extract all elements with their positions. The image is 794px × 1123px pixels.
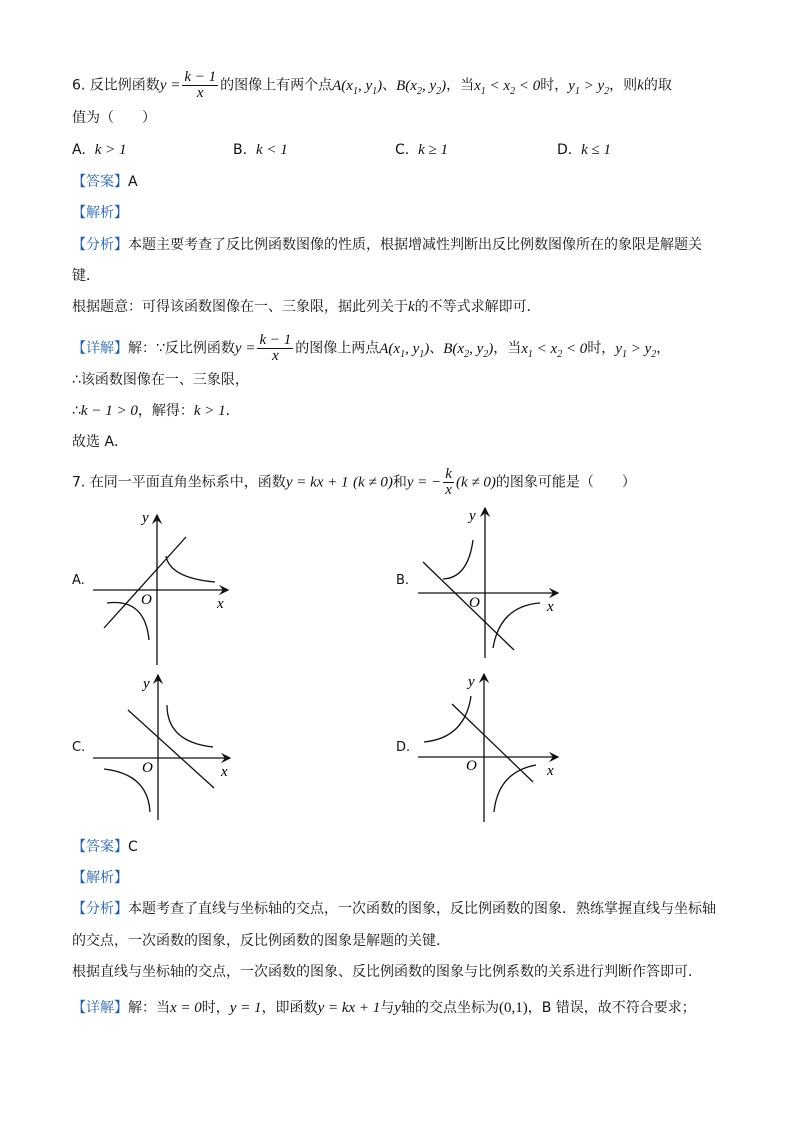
q6-option-a[interactable]: A. k > 1 bbox=[72, 142, 127, 158]
q6-analysis-tag: 【解析】 bbox=[72, 205, 128, 221]
q6-detail-line2: ∴该函数图像在一、三象限， bbox=[72, 372, 249, 388]
q6-option-d[interactable]: D. k ≤ 1 bbox=[557, 142, 612, 158]
q6-fenxi-line2: 键． bbox=[72, 268, 100, 284]
q7-answer: 【答案】C bbox=[72, 839, 138, 855]
graph-b-origin: O bbox=[469, 595, 480, 611]
graph-a-origin: O bbox=[141, 592, 152, 608]
q7-detail-line1: 【详解】解：当x = 0时，y = 1，即函数y = kx + 1与y轴的交点坐标为(0,1)，B 错误，故不符合要求； bbox=[72, 1000, 696, 1016]
graph-c-line bbox=[128, 710, 214, 788]
graph-label-c: C. bbox=[72, 740, 86, 755]
graph-a-x-label: x bbox=[217, 596, 224, 612]
graph-c-origin: O bbox=[142, 760, 153, 776]
graph-c-hyperbola-q3 bbox=[104, 769, 150, 812]
graph-d-x-label: x bbox=[547, 763, 554, 779]
graph-c-x-label: x bbox=[221, 764, 228, 780]
graph-c-hyperbola-q1 bbox=[167, 705, 213, 747]
graph-d-hyperbola-q4 bbox=[494, 765, 536, 812]
graph-a-line bbox=[104, 537, 186, 628]
graph-d-y-label: y bbox=[468, 674, 475, 690]
q7-fenxi-line1: 【分析】本题考查了直线与坐标轴的交点，一次函数的图象，反比例函数的图象．熟练掌握直线与坐标轴 bbox=[72, 901, 716, 917]
graph-d-axes bbox=[418, 674, 558, 822]
graph-label-a: A. bbox=[72, 573, 85, 588]
q7-fenxi-line2: 的交点，一次函数的图象，反比例函数的图象是解题的关键． bbox=[72, 933, 450, 949]
q6-fenxi-line1: 【分析】本题主要考查了反比例函数图像的性质，根据增减性判断出反比例数图像所在的象限是解题关 bbox=[72, 237, 702, 253]
q6-option-c[interactable]: C. k ≥ 1 bbox=[395, 142, 449, 158]
q7-stem: 7. 在同一平面直角坐标系中，函数y = kx + 1 (k ≠ 0)和y = − $\frac{k}{x}$ (k ≠ 0)的图象可能是（ ） bbox=[72, 466, 636, 498]
q7-analysis-tag: 【解析】 bbox=[72, 870, 128, 886]
graph-d-line bbox=[452, 704, 533, 782]
graph-a-axes bbox=[93, 515, 228, 665]
graph-a-hyperbola-q3 bbox=[107, 602, 149, 640]
q6-basis: 根据题意：可得该函数图像在一、三象限，据此列关于k的不等式求解即可． bbox=[72, 299, 541, 315]
graph-b-hyperbola-q2 bbox=[443, 540, 473, 579]
graph-c-axes bbox=[93, 675, 230, 820]
graph-label-d: D. bbox=[396, 740, 411, 755]
graph-a-y-label: y bbox=[142, 510, 149, 526]
graph-b-line bbox=[423, 562, 514, 650]
graph-b-axes bbox=[418, 508, 558, 658]
q6-stem-line2: 值为（ ） bbox=[72, 110, 156, 126]
graph-b-hyperbola-q4 bbox=[493, 603, 540, 648]
graph-c-y-label: y bbox=[143, 676, 150, 692]
q6-answer: 【答案】A bbox=[72, 174, 138, 190]
q6-detail-line3: ∴k − 1 > 0，解得：k > 1． bbox=[72, 403, 240, 419]
fraction: $\frac{k - 1}{x}$ bbox=[184, 69, 217, 101]
graph-d-origin: O bbox=[466, 758, 477, 774]
graph-label-b: B. bbox=[396, 573, 410, 588]
q6-stem-line1: 6. 反比例函数y = $\frac{k - 1}{x}$ 的图像上有两个点$A(x_1$, $y_1$)、$B(x_2$, $y_2$)，当$x_1 < x_2 < 0$时，$y_1 > y_2$，则k的取 bbox=[72, 69, 672, 101]
graph-b-x-label: x bbox=[547, 599, 554, 615]
graph-b-y-label: y bbox=[469, 508, 476, 524]
graph-a-hyperbola-q1 bbox=[166, 556, 215, 582]
graph-d-hyperbola-q2 bbox=[424, 696, 471, 742]
q7-basis: 根据直线与坐标轴的交点，一次函数的图象、反比例函数的图象与比例系数的关系进行判断作答即可． bbox=[72, 964, 702, 980]
q6-detail-line1: 【详解】解：∵反比例函数y = $\frac{k - 1}{x}$ 的图像上两点$A(x_1$, $y_1$)、$B(x_2$, $y_2$)，当$x_1 < x_2 < 0$时，$y_1 > y_2$， bbox=[72, 332, 671, 364]
q6-conclusion: 故选 A． bbox=[72, 434, 129, 450]
q6-option-b[interactable]: B. k < 1 bbox=[233, 142, 288, 158]
